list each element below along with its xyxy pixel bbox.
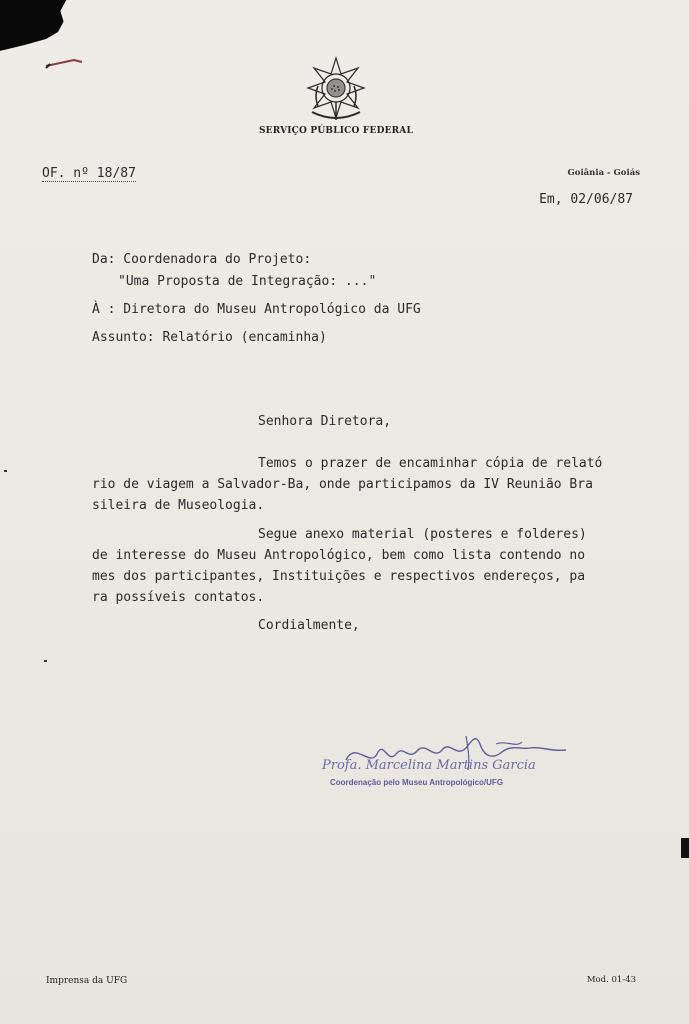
torn-corner: [0, 0, 70, 60]
paragraph-2-line: de interesse do Museu Antropológico, bem como lista contendo no: [92, 548, 586, 563]
from-project: "Uma Proposta de Integração: ...": [118, 274, 377, 289]
stamp-role: Coordenação pelo Museu Antropológico/UFG: [330, 778, 504, 787]
header-title: SERVIÇO PÚBLICO FEDERAL: [258, 126, 414, 136]
paragraph-2-line: Segue anexo material (posteres e folderes): [258, 527, 587, 542]
office-number: OF. nº 18/87: [42, 166, 136, 181]
staple-mark-icon: [44, 56, 84, 70]
paragraph-1-line: sileira de Museologia.: [92, 498, 265, 513]
footer-printer: Imprensa da UFG: [46, 976, 128, 986]
to-line: À : Diretora do Museu Antropológico da UFG: [92, 302, 421, 317]
paragraph-1-line: rio de viagem a Salvador-Ba, onde participamos da IV Reunião Bra: [92, 477, 593, 492]
speck: [44, 660, 47, 662]
salutation: Senhora Diretora,: [258, 414, 392, 429]
subject-line: Assunto: Relatório (encaminha): [92, 330, 327, 345]
paragraph-2-line: ra possíveis contatos.: [92, 590, 265, 605]
city-label: Goiânia - Goiás: [567, 168, 640, 178]
paragraph-1-line: Temos o prazer de encaminhar cópia de relató: [258, 456, 603, 471]
edge-mark: [681, 838, 689, 858]
footer-model: Mod. 01-43: [586, 975, 636, 985]
from-label: Da: Coordenadora do Projeto:: [92, 252, 312, 267]
stamp-name: Profa. Marcelina Martins Garcia: [322, 758, 536, 773]
closing: Cordialmente,: [258, 618, 360, 633]
letter-date: Em, 02/06/87: [539, 192, 633, 207]
speck: [4, 470, 7, 472]
paragraph-2-line: mes dos participantes, Instituições e respectivos endereços, pa: [92, 569, 586, 584]
brazil-coat-of-arms-icon: [304, 56, 368, 124]
